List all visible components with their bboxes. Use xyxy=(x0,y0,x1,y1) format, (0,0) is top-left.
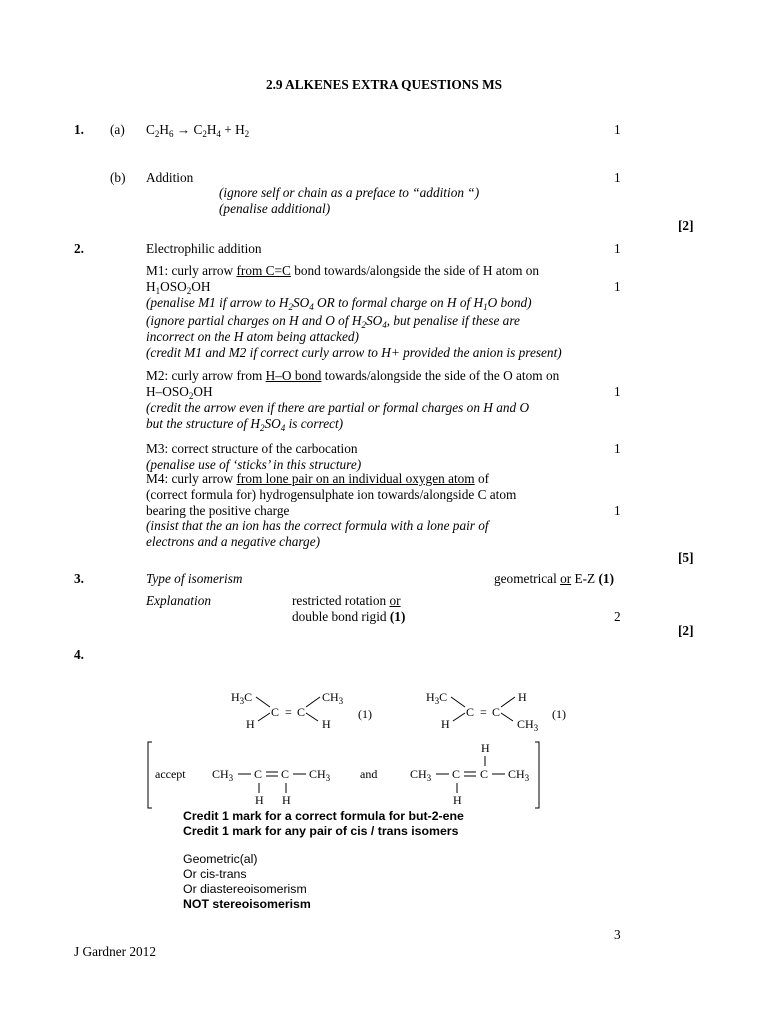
q1-number: 1. xyxy=(74,122,84,137)
svg-text:C: C xyxy=(452,767,461,781)
svg-text:and: and xyxy=(360,767,378,781)
q3-explanation-2: double bond rigid (1) xyxy=(292,609,406,624)
svg-text:=: = xyxy=(285,705,292,719)
q3-type-label: Type of isomerism xyxy=(146,571,243,586)
q2-total: [5] xyxy=(678,550,694,565)
q1a-equation: $C_2H_6 \to C_2H_4 + H_2$ xyxy=(146,122,250,139)
page-number: 3 xyxy=(614,927,621,942)
q1b-label: (b) xyxy=(110,170,126,185)
q2-ignore-2: incorrect on the H atom being attacked) xyxy=(146,329,359,344)
q3-total: [2] xyxy=(678,623,694,638)
q1b-note-2: (penalise additional) xyxy=(219,201,331,216)
q4-alt-1: Geometric(al) xyxy=(183,852,258,866)
q4-alt-4: NOT stereoisomerism xyxy=(183,897,311,911)
q2-m2-mark: 1 xyxy=(614,384,621,399)
q1-total: [2] xyxy=(678,218,694,233)
q1a-mark: 1 xyxy=(614,122,621,137)
q3-explanation-label: Explanation xyxy=(146,593,211,608)
accept-cis-displayed-formula xyxy=(212,767,331,807)
q4-credit-2: Credit 1 mark for any pair of cis / trans isomers xyxy=(183,824,459,838)
svg-text:CH3: $CH_3$ xyxy=(410,767,432,783)
q2-insist-1: (insist that the an ion has the correct formula with a lone pair of xyxy=(146,518,489,533)
svg-text:(1): (1) xyxy=(552,707,566,721)
q4-alt-2: Or cis-trans xyxy=(183,867,247,881)
page-title: 2.9 ALKENES EXTRA QUESTIONS MS xyxy=(265,77,503,92)
cis-but-2-ene-structure xyxy=(231,690,372,731)
q2-penalise-m3: (penalise use of ‘sticks’ in this structure) xyxy=(146,457,362,472)
q1a-label: (a) xyxy=(110,122,125,137)
q3-number: 3. xyxy=(74,571,84,586)
q2-m4-mark: 1 xyxy=(614,503,621,518)
svg-text:H: H xyxy=(518,690,527,704)
q2-m2-line2: $H-OSO_2OH$ xyxy=(146,384,213,401)
svg-text:H3C: $H_3C$ xyxy=(426,690,448,706)
q2-credit-3: but the structure of $H_2SO_4$ is correct) xyxy=(146,416,344,433)
svg-text:H: H xyxy=(282,793,291,807)
svg-text:C: C xyxy=(466,705,475,719)
svg-text:CH3: $CH_3$ xyxy=(309,767,331,783)
svg-text:C: C xyxy=(271,705,280,719)
svg-text:C: C xyxy=(480,767,489,781)
q4-alt-3: Or diastereoisomerism xyxy=(183,882,307,896)
svg-text:H: H xyxy=(441,717,450,731)
q4-credit-1: Credit 1 mark for a correct formula for but-2-ene xyxy=(183,809,464,823)
svg-text:accept: accept xyxy=(155,767,186,781)
q3-mark: 2 xyxy=(614,609,621,624)
svg-text:C: C xyxy=(281,767,290,781)
q2-m4-line3: bearing the positive charge xyxy=(146,503,290,518)
q2-ignore-1: (ignore partial charges on H and O of $H_2SO_4$, but penalise if these are xyxy=(146,313,520,330)
svg-text:CH3: $CH_3$ xyxy=(212,767,234,783)
svg-text:H: H xyxy=(322,717,331,731)
q2-m4-line2: (correct formula for) hydrogensulphate ion towards/alongside C atom xyxy=(146,487,517,502)
q1b-answer: Addition xyxy=(146,170,194,185)
q2-credit-1: (credit M1 and M2 if correct curly arrow to H+ provided the anion is present) xyxy=(146,345,562,360)
svg-text:=: = xyxy=(480,705,487,719)
q2-m3-mark: 1 xyxy=(614,441,621,456)
svg-text:CH3: $CH_3$ xyxy=(517,717,539,733)
q2-m1-mark: 1 xyxy=(614,279,621,294)
svg-text:CH3: $CH_3$ xyxy=(508,767,530,783)
svg-text:C: C xyxy=(254,767,263,781)
svg-text:H3C: $H_3C$ xyxy=(231,690,253,706)
q2-credit-2: (credit the arrow even if there are partial or formal charges on H and O xyxy=(146,400,530,415)
svg-text:H: H xyxy=(453,793,462,807)
q2-m2-line1: M2: curly arrow from H–O bond towards/alongside the side of the O atom on xyxy=(146,368,560,383)
q2-m1-line1: M1: curly arrow from C=C bond towards/alongside the side of H atom on xyxy=(146,263,540,278)
q3-type-answer: geometrical or E-Z (1) xyxy=(494,571,615,586)
q2-m4-line1: M4: curly arrow from lone pair on an individual oxygen atom of xyxy=(146,471,490,486)
svg-text:(1): (1) xyxy=(358,707,372,721)
svg-text:C: C xyxy=(492,705,501,719)
q2-m1-line2: $H_1OSO_2OH$ xyxy=(146,279,211,296)
footer-author: J Gardner 2012 xyxy=(74,944,156,959)
q2-answer: Electrophilic addition xyxy=(146,241,262,256)
svg-text:C: C xyxy=(297,705,306,719)
svg-text:CH3: $CH_3$ xyxy=(322,690,344,706)
q4-number: 4. xyxy=(74,647,84,662)
q1b-note-1: (ignore self or chain as a preface to “addition “) xyxy=(219,185,480,200)
q2-number: 2. xyxy=(74,241,84,256)
trans-but-2-ene-structure xyxy=(426,690,566,733)
q4-structures xyxy=(0,680,768,820)
svg-text:H: H xyxy=(481,741,490,755)
q2-penalise-m1: (penalise M1 if arrow to $H_2SO_4$ OR to formal charge on H of $H_1O$ bond) xyxy=(146,295,532,312)
svg-text:H: H xyxy=(246,717,255,731)
q2-mark-1: 1 xyxy=(614,241,621,256)
q2-insist-2: electrons and a negative charge) xyxy=(146,534,321,549)
accept-trans-displayed-formula xyxy=(410,741,530,807)
q1b-mark: 1 xyxy=(614,170,621,185)
q2-m3: M3: correct structure of the carbocation xyxy=(146,441,358,456)
q3-explanation-1: restricted rotation or xyxy=(292,593,401,608)
svg-text:H: H xyxy=(255,793,264,807)
